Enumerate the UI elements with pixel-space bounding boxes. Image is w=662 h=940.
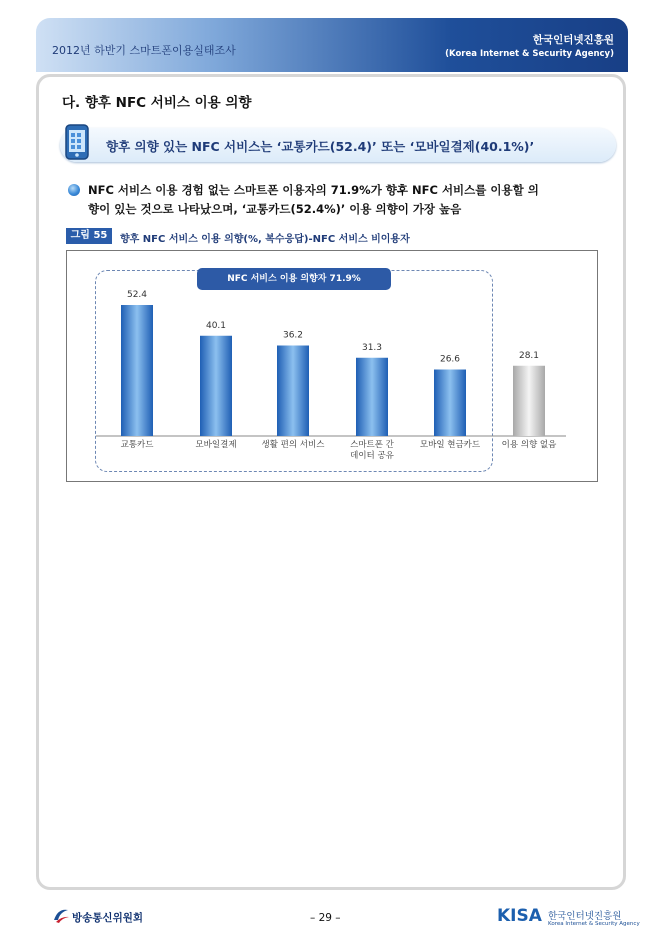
smartphone-icon <box>62 123 92 161</box>
category-label-1-0: 모바일결제 <box>195 440 237 450</box>
bar-3 <box>356 358 388 436</box>
bar-4 <box>434 370 466 437</box>
bar-5 <box>513 366 545 436</box>
body-line-1: NFC 서비스 이용 경험 없는 스마트폰 이용자의 71.9%가 향후 NFC 서비스를 이용할 의 <box>88 183 539 197</box>
bullet-icon <box>68 184 80 196</box>
org-name: 한국인터넷진흥원 <box>532 34 614 46</box>
kcc-name: 방송통신위원회 <box>72 912 144 924</box>
kisa-name-en: Korea Internet & Security Agency <box>548 921 640 927</box>
kisa-logo: KISA <box>497 906 542 926</box>
bar-2 <box>277 346 309 437</box>
banner-text: 향후 의향 있는 NFC 서비스는 ‘교통카드(52.4)’ 또는 ‘모바일결제(40.1%)’ <box>106 139 535 154</box>
category-label-5-0: 이용 의향 없음 <box>501 440 557 450</box>
category-label-4-0: 모바일 현금카드 <box>419 440 481 450</box>
category-label-3-0: 스마트폰 간 <box>350 440 394 450</box>
page-number: – 29 – <box>310 912 341 924</box>
bar-value-label-4: 26.6 <box>439 354 461 365</box>
bar-0 <box>121 305 153 436</box>
bar-value-label-3: 31.3 <box>361 342 383 353</box>
bar-value-label-2: 36.2 <box>282 330 304 341</box>
intend-group-label: NFC 서비스 이용 의향자 71.9% <box>197 268 391 290</box>
bar-value-label-0: 52.4 <box>126 290 148 300</box>
category-label-3-1: 데이터 공유 <box>350 451 394 461</box>
kcc-logo-icon <box>52 906 70 924</box>
bar-value-label-1: 40.1 <box>205 320 227 331</box>
figure-tag: 그림 55 <box>66 228 112 244</box>
category-label-0-0: 교통카드 <box>120 440 154 450</box>
figure-caption: 향후 NFC 서비스 이용 의향(%, 복수응답)-NFC 서비스 비이용자 <box>120 234 410 245</box>
report-title: 2012년 하반기 스마트폰이용실태조사 <box>52 44 236 57</box>
body-line-2: 향이 있는 것으로 나타났으며, ‘교통카드(52.4%)’ 이용 의향이 가장 높음 <box>88 202 462 216</box>
kisa-name: 한국인터넷진흥원 <box>548 911 622 922</box>
page-header <box>36 18 628 72</box>
bar-1 <box>200 336 232 436</box>
section-title: 다. 향후 NFC 서비스 이용 의향 <box>62 95 252 111</box>
org-name-en: (Korea Internet & Security Agency) <box>445 49 614 59</box>
bar-value-label-5: 28.1 <box>518 350 540 361</box>
category-label-2-0: 생활 편의 서비스 <box>261 440 325 450</box>
